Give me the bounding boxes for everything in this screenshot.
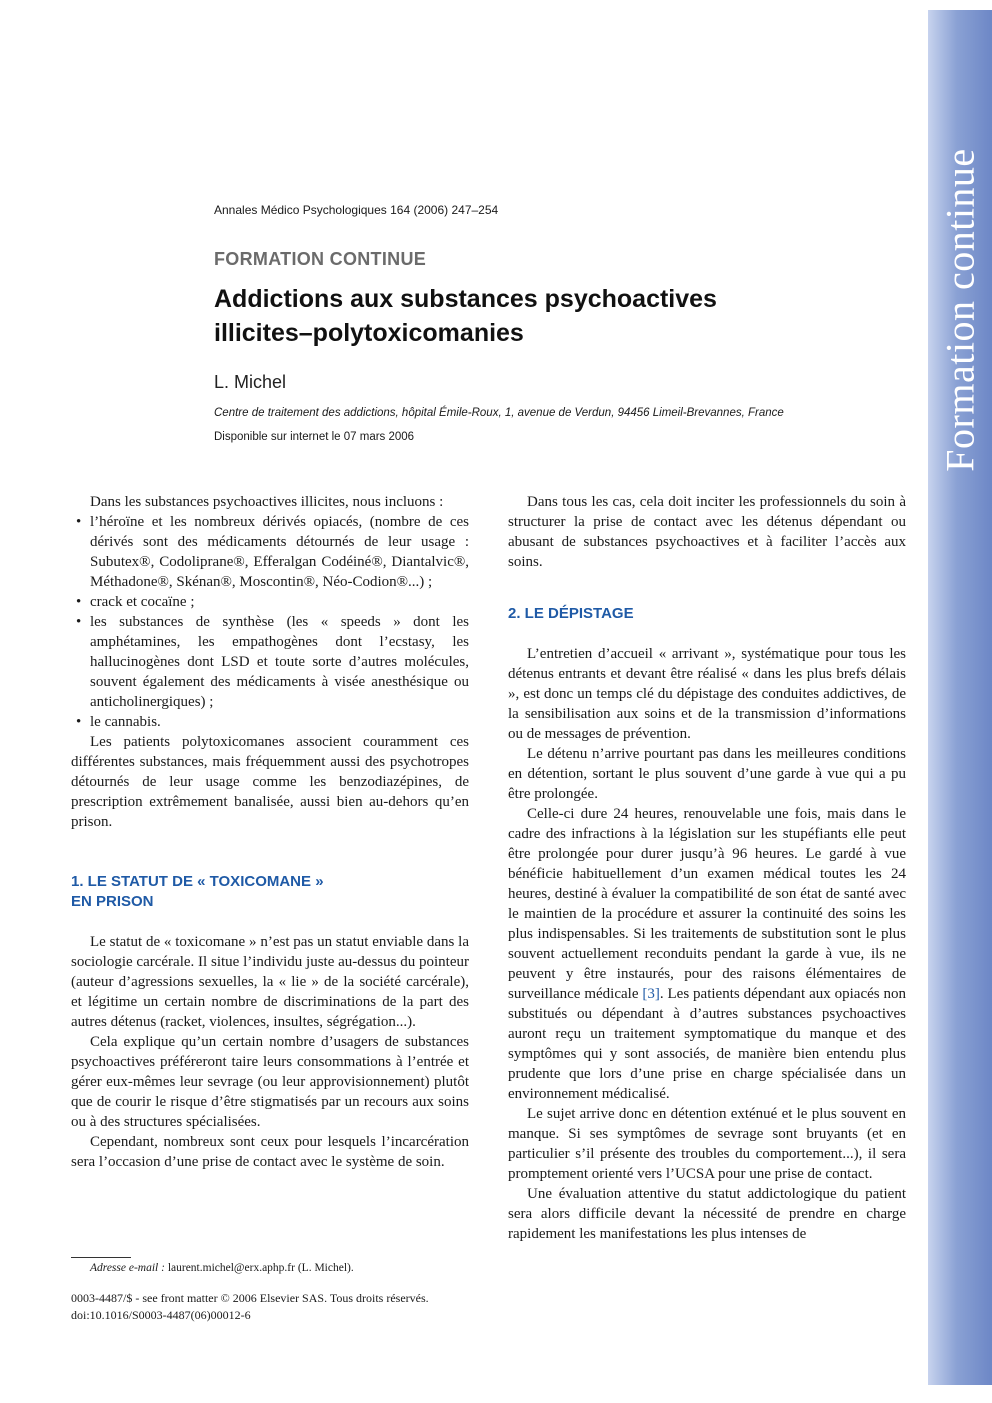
paragraph-text: Celle-ci dure 24 heures, renouvelable une fois, mais dans le cadre des infractions à la législation sur les stupéfiants elle peut être prolongée pour durer jusqu’à 96 heures. Le gardé à vue bénéficie habituellement d’un examen médical toutes les 24 heures, destiné à évaluer la compatibilité de son état de santé avec le maintien de la procédure et assurer la continuité des soins les plus indispensables. Si les traitements de substitution sont le plus souvent actuellement reconduits pendant la garde à vue, ils ne peuvent y être instaurés, pour des raisons élémentaires de surveillance médicale	[508, 806, 906, 1002]
section-sidebar	[928, 10, 992, 1385]
article-title	[214, 282, 834, 350]
citation-link[interactable]: [3]	[642, 986, 660, 1002]
list-item: • l’héroïne et les nombreux dérivés opiacés, (nombre de ces dérivés sont des médicaments détournés de leur usage : Subutex®, Codoliprane®, Efferalgan Codéiné®, Diantalvic®, Méthadone®, Skénan®, Moscontin®, Néo-Codion®...) ;	[71, 512, 469, 592]
paragraph: L’entretien d’accueil « arrivant », systématique pour tous les détenus entrants et devant être réalisé « dans les plus brefs délais », est donc un temps clé du dépistage des conduites addictives, de la sensibilisation aux soins et de la transmission d’informations ou de messages de prévention.	[508, 646, 906, 742]
paragraph: Une évaluation attentive du statut addictologique du patient sera alors difficile devant la nécessité de prendre en charge rapidement les manifestations les plus intenses de	[508, 1186, 906, 1242]
author: L. Michel	[214, 372, 287, 392]
availability-date: Disponible sur internet le 07 mars 2006	[214, 431, 415, 443]
paragraph: Cependant, nombreux sont ceux pour lesquels l’incarcération sera l’occasion d’une prise de contact avec le système de soin.	[71, 1134, 469, 1170]
heading-line-2: EN PRISON	[71, 893, 154, 910]
paragraph: Cela explique qu’un certain nombre d’usagers de substances psychoactives préféreront taire leurs consommations à l’entrée et gérer eux-mêmes leur sevrage (ou leur approvisionnement) plutôt que de courir le risque d’être stigmatisés par un recours aux soins ou à des structures spécialisées.	[71, 1034, 469, 1130]
list-item: • les substances de synthèse (les « speeds » dont les amphétamines, les empathogènes dont l’ecstasy, les hallucinogènes dont LSD et toute sorte d’autres molécules, souvent également des médicaments à visée anesthésique ou anticholinergiques) ;	[71, 612, 469, 712]
intro-paragraph: Dans les substances psychoactives illicites, nous incluons :	[90, 494, 444, 510]
paragraph: Le sujet arrive donc en détention exténué et le plus souvent en manque. Si ses symptômes de sevrage sont bruyants (et en particulier s’il présente des troubles du comportement...), il sera promptement orienté vers l’UCSA pour une prise de contact.	[508, 1106, 906, 1182]
journal-reference: Annales Médico Psychologiques 164 (2006) 247–254	[214, 203, 499, 217]
doi-line: doi:10.1016/S0003-4487(06)00012-6	[71, 1308, 251, 1322]
paragraph: Le détenu n’arrive pourtant pas dans les meilleures conditions en détention, sortant le plus souvent d’une garde à vue qui a pu être prolongée.	[508, 746, 906, 802]
substance-list	[71, 512, 469, 732]
section-heading-1	[71, 872, 469, 912]
right-column	[508, 492, 906, 1244]
paragraph	[508, 804, 906, 1104]
article-header	[214, 203, 834, 443]
footnote-label: Adresse e-mail :	[90, 1262, 165, 1274]
sidebar-label: Formation continue	[937, 148, 983, 472]
paragraph: Dans tous les cas, cela doit inciter les professionnels du soin à structurer la prise de contact avec les détenus dépendant ou abusant de substances psychoactives et à faciliter l’accès aux soins.	[508, 494, 906, 570]
footnote	[90, 1262, 354, 1274]
list-item: • le cannabis.	[71, 712, 469, 732]
list-item: • crack et cocaïne ;	[71, 592, 469, 612]
title-line-1: Addictions aux substances psychoactives	[214, 285, 717, 313]
footnote-divider	[71, 1257, 131, 1258]
left-column	[71, 492, 469, 1172]
section-heading-2: 2. LE DÉPISTAGE	[508, 605, 634, 622]
footnote-email: laurent.michel@erx.aphp.fr (L. Michel).	[164, 1262, 354, 1274]
affiliation: Centre de traitement des addictions, hôpital Émile-Roux, 1, avenue de Verdun, 94456 Limeil-Brevannes, France	[214, 407, 784, 419]
section-label: FORMATION CONTINUE	[214, 249, 427, 269]
paragraph: Les patients polytoxicomanes associent couramment ces différentes substances, mais fréquemment aussi des psychotropes détournés de leur usage comme les benzodiazépines, de prescription extrêmement banalisée, aussi bien au-dehors qu’en prison.	[71, 734, 469, 830]
heading-line-1: 1. LE STATUT DE « TOXICOMANE »	[71, 873, 324, 890]
paragraph-text: . Les patients dépendant aux opiacés non substitués ou dépendant à d’autres substances psychoactives auront reçu un traitement symptomatique du manque et des symptômes qui y sont associés, de manière bien entendu plus prudente que lors d’une prise en charge spécialisée dans un environnement médicalisé.	[508, 986, 906, 1102]
paragraph: Le statut de « toxicomane » n’est pas un statut enviable dans la sociologie carcérale. Il situe l’individu juste au-dessus du pointeur (auteur d’agressions sexuelles, la « lie » de la société carcérale), et légitime un certain nombre de discriminations de la part des autres détenus (racket, violences, insultes, ségrégation...).	[71, 934, 469, 1030]
copyright-line: 0003-4487/$ - see front matter © 2006 Elsevier SAS. Tous droits réservés.	[71, 1291, 429, 1305]
title-line-2: illicites–polytoxicomanies	[214, 319, 524, 347]
copyright	[71, 1290, 429, 1324]
